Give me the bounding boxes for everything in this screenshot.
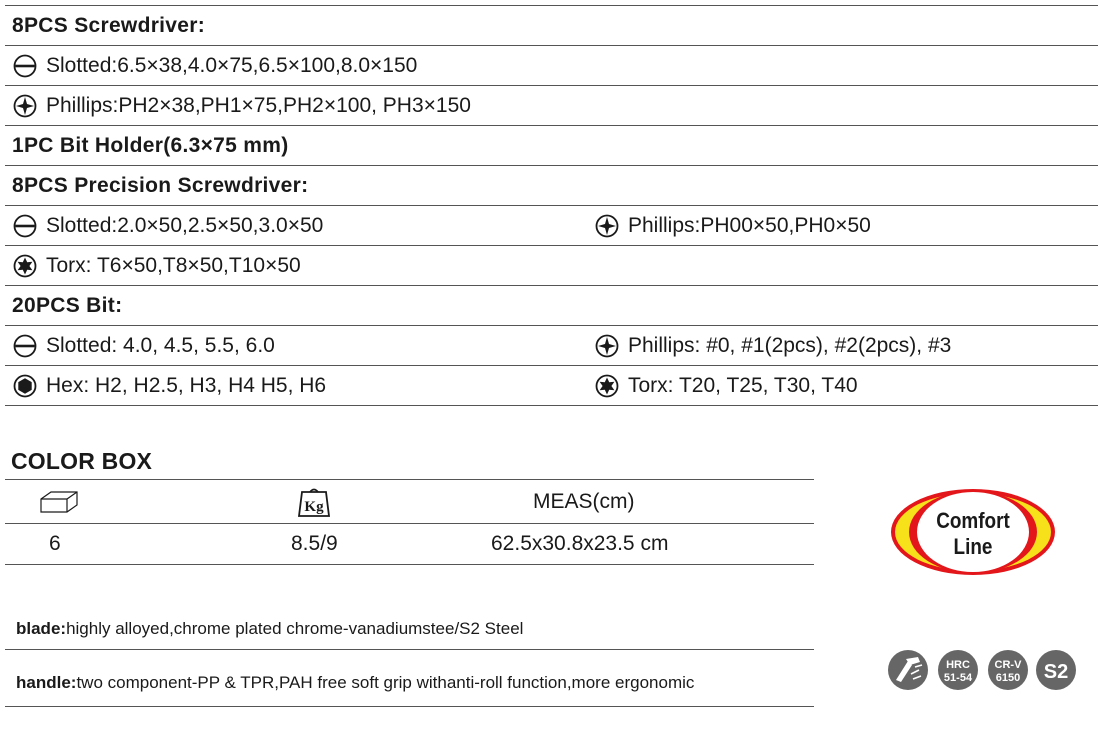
handle-text: two component-PP & TPR,PAH free soft grip withanti-roll function,more ergonomic: [76, 673, 695, 692]
torx-icon: [595, 374, 619, 398]
precision-phillips-spec: Phillips:PH00×50,PH0×50: [628, 213, 871, 237]
section-title: 8PCS Screwdriver:: [12, 13, 206, 37]
slotted-icon: [13, 334, 37, 358]
logo-line2: Line: [953, 534, 993, 560]
forging-badge-icon: [888, 650, 928, 690]
slotted-icon: [13, 54, 37, 78]
phillips-icon: [595, 214, 619, 238]
divider: [5, 649, 814, 650]
spec-row: [5, 165, 1098, 205]
color-box-header-row: [5, 479, 814, 523]
bit-phillips-spec: Phillips: #0, #1(2pcs), #2(2pcs), #3: [628, 333, 952, 357]
handle-note: [16, 673, 694, 693]
precision-torx-spec: Torx: T6×50,T8×50,T10×50: [46, 253, 301, 277]
section-title: 20PCS Bit:: [12, 293, 123, 317]
s2-text: S2: [1043, 661, 1069, 683]
spec-row: [5, 365, 1098, 406]
material-badges: [887, 648, 1077, 692]
weight-value: 8.5/9: [291, 532, 338, 555]
section-title: 8PCS Precision Screwdriver:: [12, 173, 309, 197]
color-box-value-row: [5, 523, 814, 565]
slotted-icon: [13, 214, 37, 238]
box-icon: [40, 490, 78, 514]
spec-row: [5, 45, 1098, 85]
phillips-spec: Phillips:PH2×38,PH1×75,PH2×100, PH3×150: [46, 93, 471, 117]
bit-slotted-spec: Slotted: 4.0, 4.5, 5.5, 6.0: [46, 333, 275, 357]
phillips-icon: [13, 94, 37, 118]
crv-top-text: CR-V: [994, 659, 1022, 671]
meas-value: 62.5x30.8x23.5 cm: [491, 532, 669, 555]
spec-row: [5, 85, 1098, 125]
crv-bottom-text: 6150: [995, 672, 1021, 684]
section-title: 1PC Bit Holder(6.3×75 mm): [12, 133, 289, 157]
divider: [5, 706, 814, 707]
kg-weight-icon: [298, 487, 330, 517]
meas-header: MEAS(cm): [533, 489, 635, 513]
spec-row: [5, 245, 1098, 285]
crv-badge: [988, 650, 1028, 690]
hrc-badge: [938, 650, 978, 690]
s2-badge: [1036, 650, 1076, 690]
kg-label: Kg: [304, 498, 324, 515]
bit-hex-spec: Hex: H2, H2.5, H3, H4 H5, H6: [46, 373, 327, 397]
spec-row: [5, 205, 1098, 245]
color-box-table: [5, 479, 814, 565]
slotted-spec: Slotted:6.5×38,4.0×75,6.5×100,8.0×150: [46, 53, 418, 77]
qty-value: 6: [49, 532, 61, 555]
color-box-title: COLOR BOX: [11, 448, 153, 474]
phillips-icon: [595, 334, 619, 358]
spec-row: [5, 125, 1098, 165]
blade-label: blade:: [16, 619, 67, 638]
comfort-line-logo: [890, 488, 1056, 576]
hrc-top-text: HRC: [946, 659, 970, 671]
spec-table: [5, 5, 1098, 406]
torx-icon: [13, 254, 37, 278]
spec-row: [5, 325, 1098, 365]
spec-row: [5, 285, 1098, 325]
logo-line1: Comfort: [936, 508, 1010, 534]
spec-row: [5, 5, 1098, 45]
bit-torx-spec: Torx: T20, T25, T30, T40: [628, 373, 858, 397]
handle-label: handle:: [16, 673, 77, 692]
precision-slotted-spec: Slotted:2.0×50,2.5×50,3.0×50: [46, 213, 324, 237]
blade-text: highly alloyed,chrome plated chrome-vanadiumstee/S2 Steel: [66, 619, 524, 638]
blade-note: [16, 619, 523, 639]
hex-icon: [13, 374, 37, 398]
hrc-bottom-text: 51-54: [943, 672, 973, 684]
